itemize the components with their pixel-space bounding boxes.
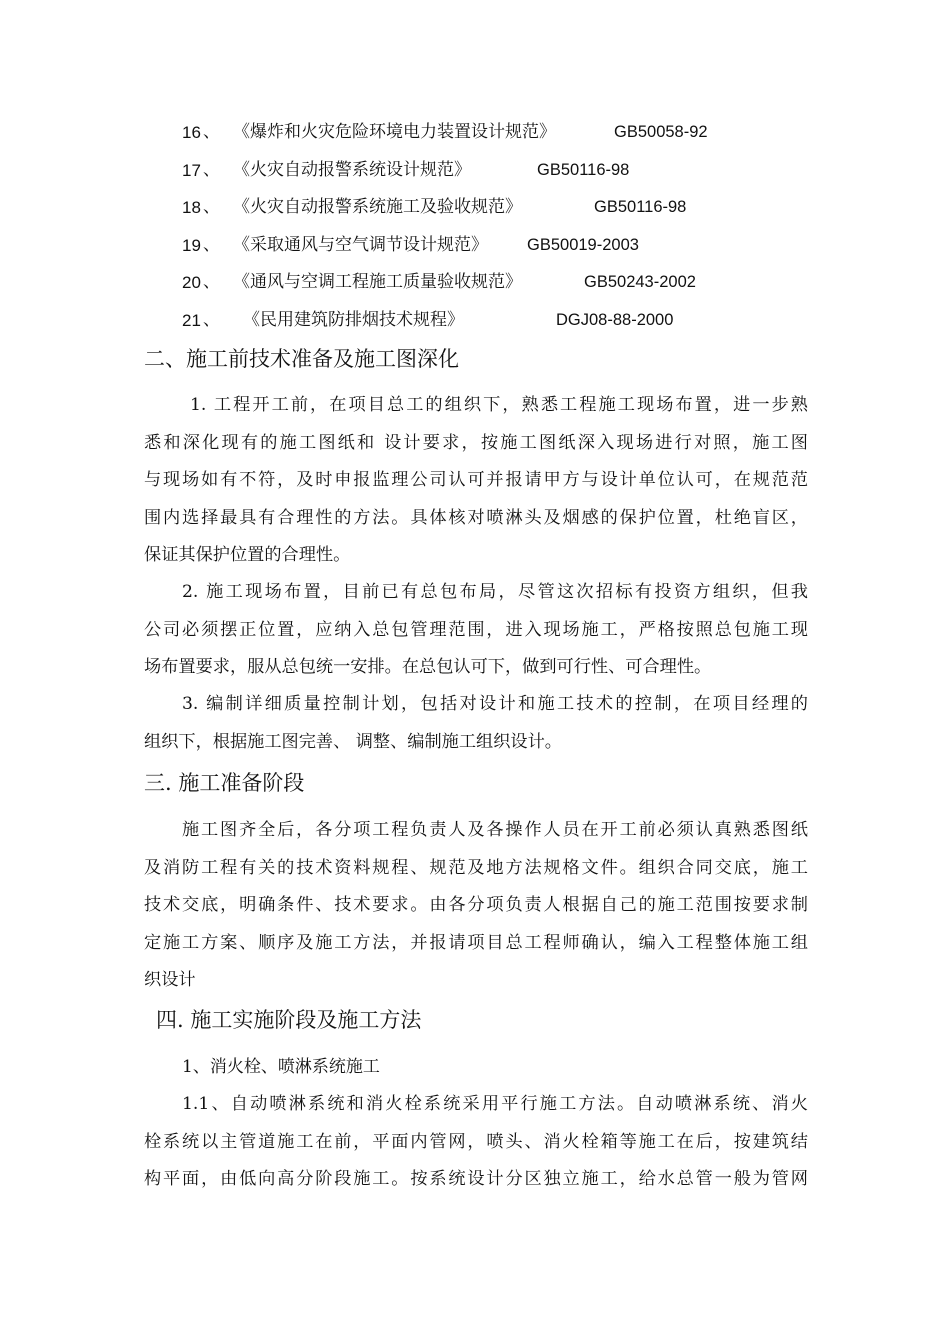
reference-code: GB50116-98 (594, 198, 687, 216)
reference-title: 《爆炸和火灾危险环境电力装置设计规范》 (233, 122, 556, 142)
paragraph-line: 场布置要求，服从总包统一安排。在总包认可下，做到可行性、可合理性。 (144, 657, 712, 678)
paragraph-line: 公司必须摆正位置，应纳入总包管理范围，进入现场施工，严格按照总包施工现 (144, 619, 808, 640)
reference-code: DGJ08-88-2000 (556, 310, 674, 329)
paragraph (144, 387, 808, 575)
paragraph-line: 2. 施工现场布置，目前已有总包布局，尽管这次招标有投资方组织，但我 (182, 582, 808, 602)
reference-code: GB50243-2002 (584, 273, 696, 291)
paragraph-line: 3. 编制详细质量控制计划，包括对设计和施工技术的控制，在项目经理的 (182, 694, 808, 714)
reference-separator: 、 (203, 122, 220, 142)
reference-item (0, 302, 950, 340)
reference-item (0, 264, 950, 302)
paragraph-line: 栓系统以主管道施工在前，平面内管网，喷头、消火栓箱等施工在后，按建筑结 (144, 1131, 808, 1152)
paragraph (144, 1086, 808, 1199)
section-heading: 二、施工前技术准备及施工图深化 (144, 347, 459, 371)
reference-item (0, 152, 950, 190)
reference-title: 《火灾自动报警系统设计规范》 (233, 159, 471, 180)
paragraph-line: 围内选择最具有合理性的方法。具体核对喷淋头及烟感的保护位置，杜绝盲区， (144, 507, 808, 528)
paragraph (144, 574, 808, 687)
paragraph-line: 施工图齐全后，各分项工程负责人及各操作人员在开工前必须认真熟悉图纸 (182, 820, 808, 840)
reference-separator: 、 (203, 309, 220, 330)
reference-separator: 、 (203, 234, 220, 255)
paragraph-line: 1.1、自动喷淋系统和消火栓系统采用平行施工方法。自动喷淋系统、消火 (182, 1094, 808, 1114)
reference-number: 21 (182, 310, 201, 330)
paragraph-line: 构平面，由低向高分阶段施工。按系统设计分区独立施工，给水总管一般为管网 (144, 1169, 808, 1190)
reference-title: 《民用建筑防排烟技术规程》 (243, 309, 464, 330)
paragraph-line: 技术交底，明确条件、技术要求。由各分项负责人根据自己的施工范围按要求制 (144, 895, 808, 916)
paragraph (144, 812, 808, 1000)
section-heading: 三. 施工准备阶段 (144, 771, 305, 795)
paragraph-line: 与现场如有不符，及时申报监理公司认可并报请甲方与设计单位认可，在规范范 (144, 470, 808, 491)
reference-number: 17 (182, 160, 201, 180)
reference-item (0, 189, 950, 227)
reference-number: 18 (182, 198, 201, 217)
reference-number: 19 (182, 235, 201, 255)
reference-number: 16 (182, 123, 201, 142)
paragraph-line: 1. 工程开工前，在项目总工的组织下，熟悉工程施工现场布置，进一步熟 (190, 395, 808, 415)
reference-separator: 、 (203, 197, 220, 217)
reference-title: 《通风与空调工程施工质量验收规范》 (233, 272, 522, 292)
reference-code: GB50019-2003 (527, 235, 639, 254)
reference-separator: 、 (203, 272, 220, 292)
reference-list (0, 114, 950, 339)
reference-item (0, 227, 950, 265)
reference-code: GB50116-98 (537, 160, 630, 179)
reference-number: 20 (182, 273, 201, 292)
reference-item (0, 114, 950, 152)
paragraph-line: 及消防工程有关的技术资料规程、规范及地方法规格文件。组织合同交底，施工 (144, 857, 808, 878)
reference-title: 《火灾自动报警系统施工及验收规范》 (233, 197, 522, 217)
section-heading: 四. 施工实施阶段及施工方法 (156, 1008, 422, 1032)
paragraph-line: 组织下，根据施工图完善、 调整、编制施工组织设计。 (144, 731, 562, 752)
paragraph-line: 定施工方案、顺序及施工方法，并报请项目总工程师确认，编入工程整体施工组 (144, 932, 808, 953)
reference-title: 《采取通风与空气调节设计规范》 (233, 234, 488, 255)
paragraph-line: 悉和深化现有的施工图纸和 设计要求，按施工图纸深入现场进行对照，施工图 (144, 432, 808, 453)
paragraph-line: 保证其保护位置的合理性。 (144, 545, 351, 566)
paragraph-line: 织设计 (144, 970, 196, 991)
reference-code: GB50058-92 (614, 123, 708, 141)
paragraph (144, 686, 808, 761)
reference-separator: 、 (203, 159, 220, 180)
subsection-title: 1、消火栓、喷淋系统施工 (182, 1057, 380, 1077)
